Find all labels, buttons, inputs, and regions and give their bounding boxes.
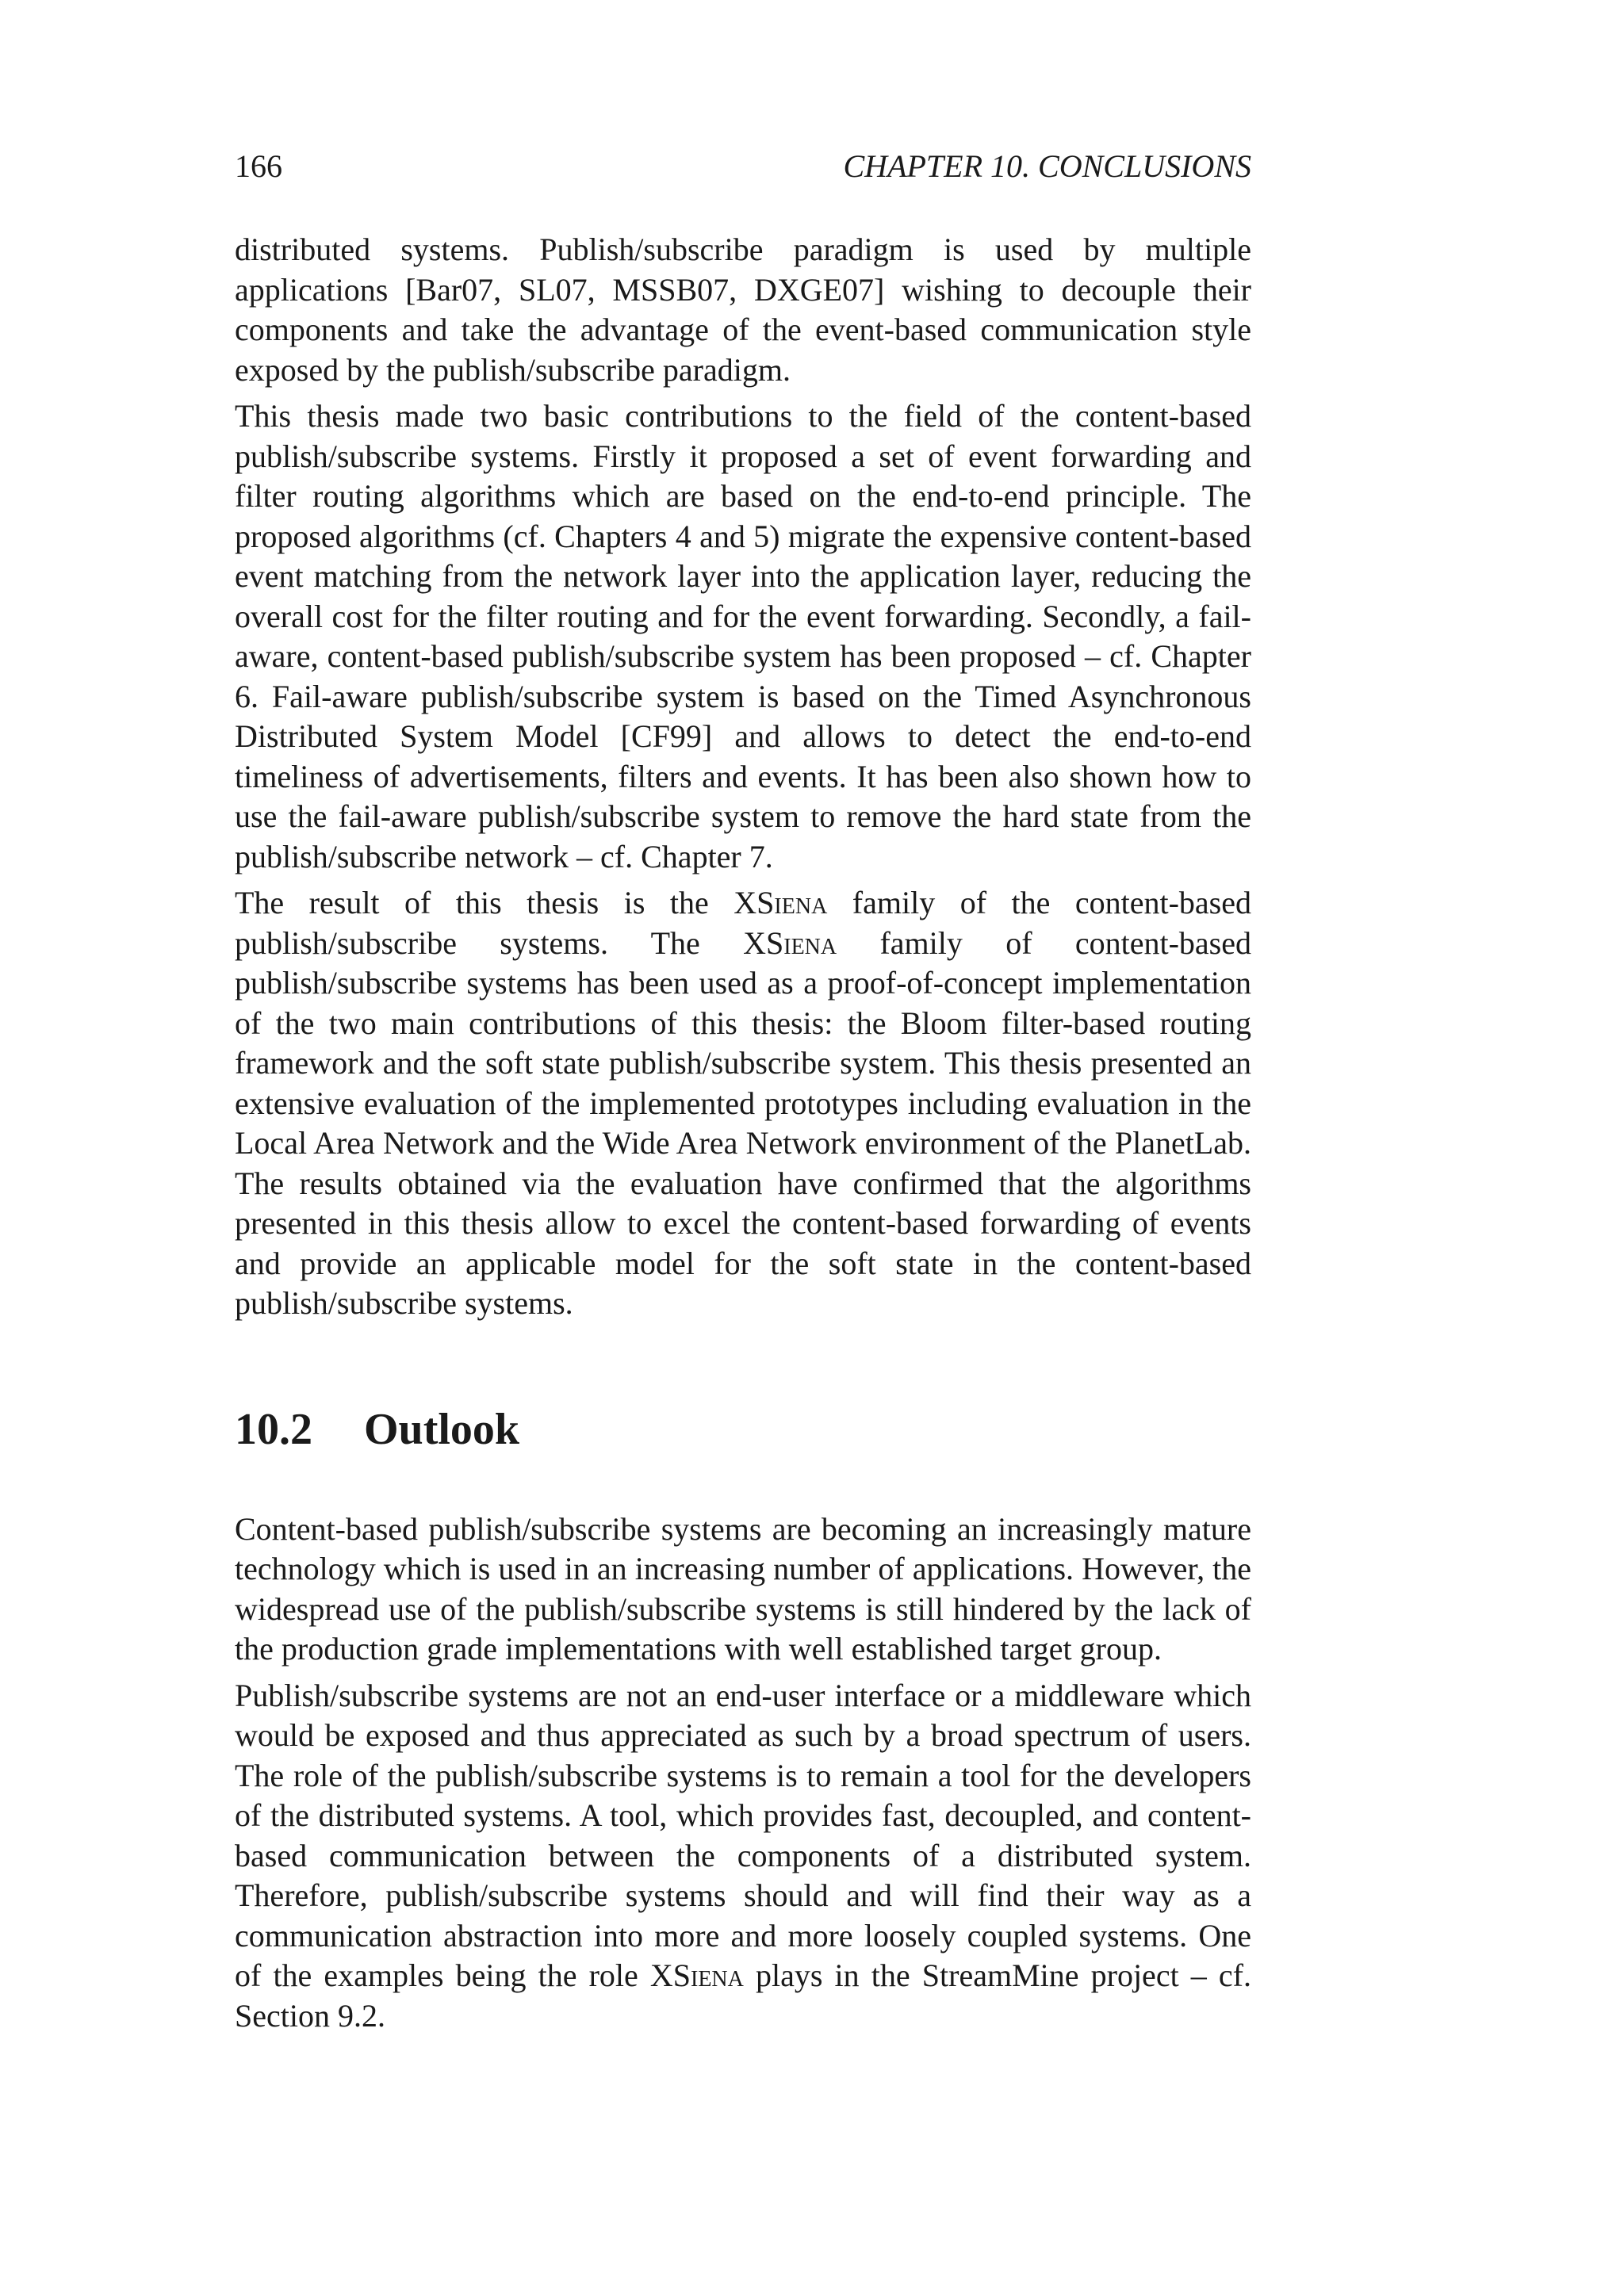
text-span: family of content-based publish/subscribe systems has been used as a proof-of-concept implementation of the two main contributions of this thesis: the Bloom filter-based routing framework and the soft state publish/subscribe system. This thesis presented an extensive evaluation of the implemented prototypes including evaluation in the Local Area Network and the Wide Area Network environment of the PlanetLab. The results obtained via the evaluation have confirmed that the algorithms presented in this thesis allow to excel the content-based forwarding of events and provide an applicable model for the soft state in the content-based publish/subscribe systems. [235, 924, 1251, 1321]
xsiena-name: XSiena [743, 924, 837, 961]
text-span: plays in the StreamMine project – cf. Section 9.2. [235, 1957, 1251, 2034]
paragraph-xsiena-family [235, 883, 1251, 1324]
section-title: Outlook [364, 1404, 520, 1454]
document-page [235, 143, 1251, 2042]
chapter-title: CHAPTER 10. CONCLUSIONS [843, 148, 1251, 184]
paragraph-contributions: This thesis made two basic contributions to the field of the content-based publish/subscribe systems. Firstly it proposed a set of event forwarding and filter routing algorithms which are based on the end-to-end principle. The proposed algorithms (cf. Chapters 4 and 5) migrate the expensive content-based event matching from the network layer into the application layer, reducing the overall cost for the filter routing and for the event forwarding. Secondly, a fail-aware, content-based publish/subscribe system has been proposed – cf. Chapter 6. Fail-aware publish/subscribe system is based on the Timed Asynchronous Distributed System Model [CF99] and allows to detect the end-to-end timeliness of advertisements, filters and events. It has been also shown how to use the fail-aware publish/subscribe system to remove the hard state from the publish/subscribe network – cf. Chapter 7. [235, 398, 1251, 874]
section-heading [235, 1402, 1251, 1457]
running-header [235, 143, 1251, 190]
page-number: 166 [235, 148, 282, 184]
text-span: family of the content-based publish/subscribe systems. The [235, 885, 1251, 961]
xsiena-name: XSiena [733, 885, 828, 920]
paragraph-outlook-maturity: Content-based publish/subscribe systems are becoming an increasingly mature technology which is used in an increasing number of applications. However, the widespread use of the publish/subscribe systems is still hindered by the lack of the production grade implementations with well established target group. [235, 1510, 1251, 1667]
text-span: Publish/subscribe systems are not an end-user interface or a middleware which would be exposed and thus appreciated as such by a broad spectrum of users. The role of the publish/subscribe systems is to remain a tool for the developers of the distributed systems. A tool, which provides fast, decoupled, and content-based communication between the components of a distributed system. Therefore, publish/subscribe systems should and will find their way as a communication abstraction into more and more loosely coupled systems. One of the examples being the role [235, 1677, 1251, 1993]
paragraph-distributed-systems: distributed systems. Publish/subscribe paradigm is used by multiple applications [Bar07, SL07, MSSB07, DXGE07] wishing to decouple their components and take the advantage of the event-based communication style exposed by the publish/subscribe paradigm. [235, 232, 1251, 388]
xsiena-name: XSiena [649, 1957, 744, 1993]
section-number: 10.2 [235, 1404, 312, 1454]
paragraph-outlook-role [235, 1676, 1251, 2037]
text-span: The result of this thesis is the [235, 885, 734, 920]
